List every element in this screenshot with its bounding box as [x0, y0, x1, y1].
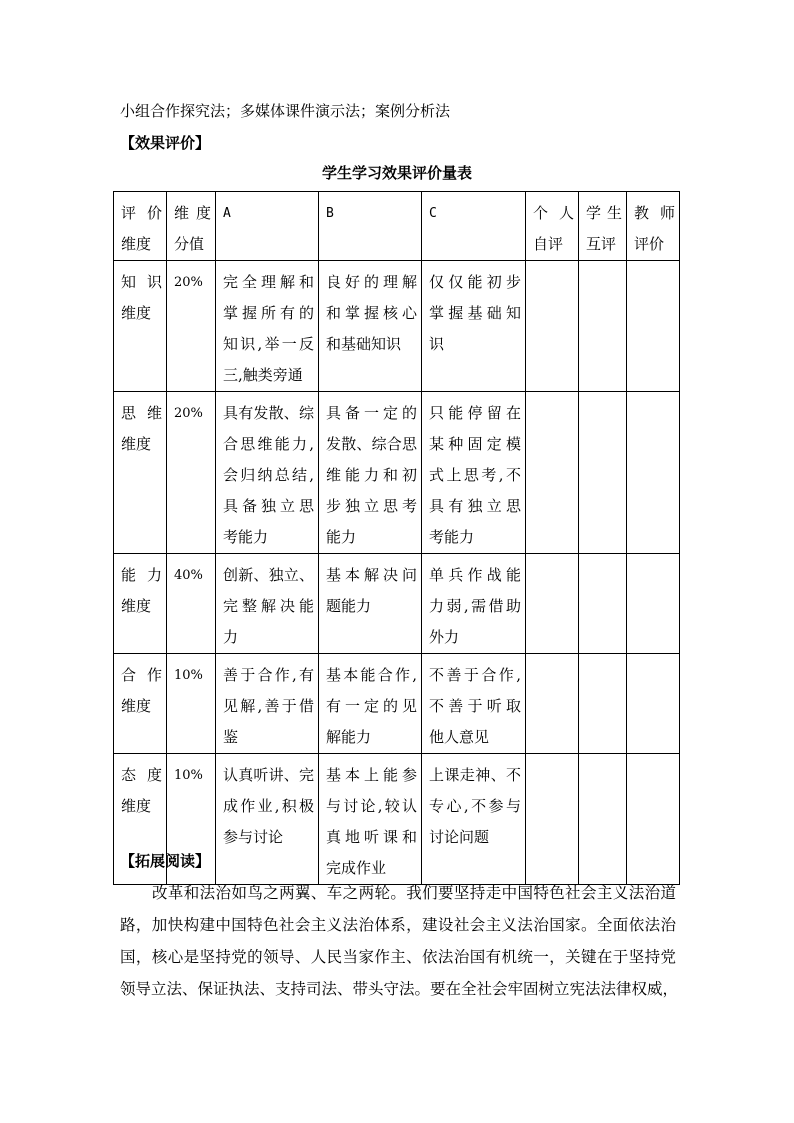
row-teacher-eval — [627, 754, 680, 885]
row-dimension: 合 作 维度 — [114, 654, 167, 754]
header-level-c: C — [422, 192, 526, 261]
table-row — [114, 261, 680, 392]
row-level-a: 完全理解和 掌握所有的 知识,举一反 三,触类旁通 — [216, 261, 319, 392]
extended-reading-paragraph — [120, 877, 679, 1005]
row-level-b: 具备一定的 发散、综合思 维能力和初 步独立思考 能力 — [319, 392, 422, 554]
row-self-eval — [526, 654, 579, 754]
row-teacher-eval — [627, 392, 680, 554]
row-dimension: 态 度 维度 — [114, 754, 167, 885]
row-level-b: 基本解决问 题能力 — [319, 554, 422, 654]
row-self-eval — [526, 754, 579, 885]
paragraph-line: 国，核心是坚持党的领导、人民当家作主、依法治国有机统一，关键在于坚持党 — [120, 948, 676, 966]
row-level-a: 认真听讲、完 成作业,积极 参与讨论 — [216, 754, 319, 885]
row-peer-eval — [579, 654, 627, 754]
header-level-b: B — [319, 192, 422, 261]
header-dimension: 评 价 维度 — [114, 192, 167, 261]
row-peer-eval — [579, 754, 627, 885]
evaluation-table — [113, 191, 680, 885]
row-level-c: 只能停留在 某种固定模 式上思考,不 具有独立思 考能力 — [422, 392, 526, 554]
row-level-c: 上课走神、不 专心,不参与 讨论问题 — [422, 754, 526, 885]
row-peer-eval — [579, 261, 627, 392]
row-dimension: 能 力 维度 — [114, 554, 167, 654]
row-level-c: 单兵作战能 力弱,需借助 外力 — [422, 554, 526, 654]
table-header-row — [114, 192, 680, 261]
row-self-eval — [526, 392, 579, 554]
header-teacher-eval: 教 师 评价 — [627, 192, 680, 261]
paragraph-line: 改革和法治如鸟之两翼、车之两轮。我们要坚持走中国特色社会主义法治道 — [152, 884, 676, 902]
row-teacher-eval — [627, 554, 680, 654]
row-level-a: 具有发散、综 合思维能力, 会归纳总结, 具备独立思 考能力 — [216, 392, 319, 554]
row-level-b: 良好的理解 和掌握核心 和基础知识 — [319, 261, 422, 392]
header-peer-eval: 学 生 互评 — [579, 192, 627, 261]
header-level-a: A — [216, 192, 319, 261]
row-level-b: 基本能合作, 有一定的见 解能力 — [319, 654, 422, 754]
row-score: 20% — [167, 261, 216, 392]
row-dimension: 思 维 维度 — [114, 392, 167, 554]
effect-evaluation-heading: 【效果评价】 — [120, 134, 211, 152]
header-self-eval: 个 人 自评 — [526, 192, 579, 261]
row-self-eval — [526, 554, 579, 654]
row-score: 40% — [167, 554, 216, 654]
row-score: 10% — [167, 654, 216, 754]
row-level-c: 仅仅能初步 掌握基础知 识 — [422, 261, 526, 392]
table-row — [114, 654, 680, 754]
row-teacher-eval — [627, 654, 680, 754]
row-score: 20% — [167, 392, 216, 554]
row-score: 10% — [167, 754, 216, 885]
paragraph-line: 路，加快构建中国特色社会主义法治体系，建设社会主义法治国家。全面依法治 — [120, 916, 676, 934]
table-title: 学生学习效果评价量表 — [321, 164, 472, 182]
row-level-c: 不善于合作, 不善于听取 他人意见 — [422, 654, 526, 754]
row-teacher-eval — [627, 261, 680, 392]
table-row — [114, 392, 680, 554]
row-level-a: 善于合作,有 见解,善于借 鉴 — [216, 654, 319, 754]
paragraph-line: 领导立法、保证执法、支持司法、带头守法。要在全社会牢固树立宪法法律权威， — [120, 980, 679, 998]
row-dimension: 知 识 维度 — [114, 261, 167, 392]
row-level-a: 创新、独立、 完整解决能 力 — [216, 554, 319, 654]
row-level-b: 基本上能参 与讨论,较认 真地听课和 完成作业 — [319, 754, 422, 885]
row-peer-eval — [579, 392, 627, 554]
row-self-eval — [526, 261, 579, 392]
header-score: 维 度 分值 — [167, 192, 216, 261]
teaching-methods-line: 小组合作探究法；多媒体课件演示法；案例分析法 — [120, 102, 451, 120]
table-row — [114, 554, 680, 654]
extended-reading-heading: 【拓展阅读】 — [120, 852, 211, 870]
row-peer-eval — [579, 554, 627, 654]
